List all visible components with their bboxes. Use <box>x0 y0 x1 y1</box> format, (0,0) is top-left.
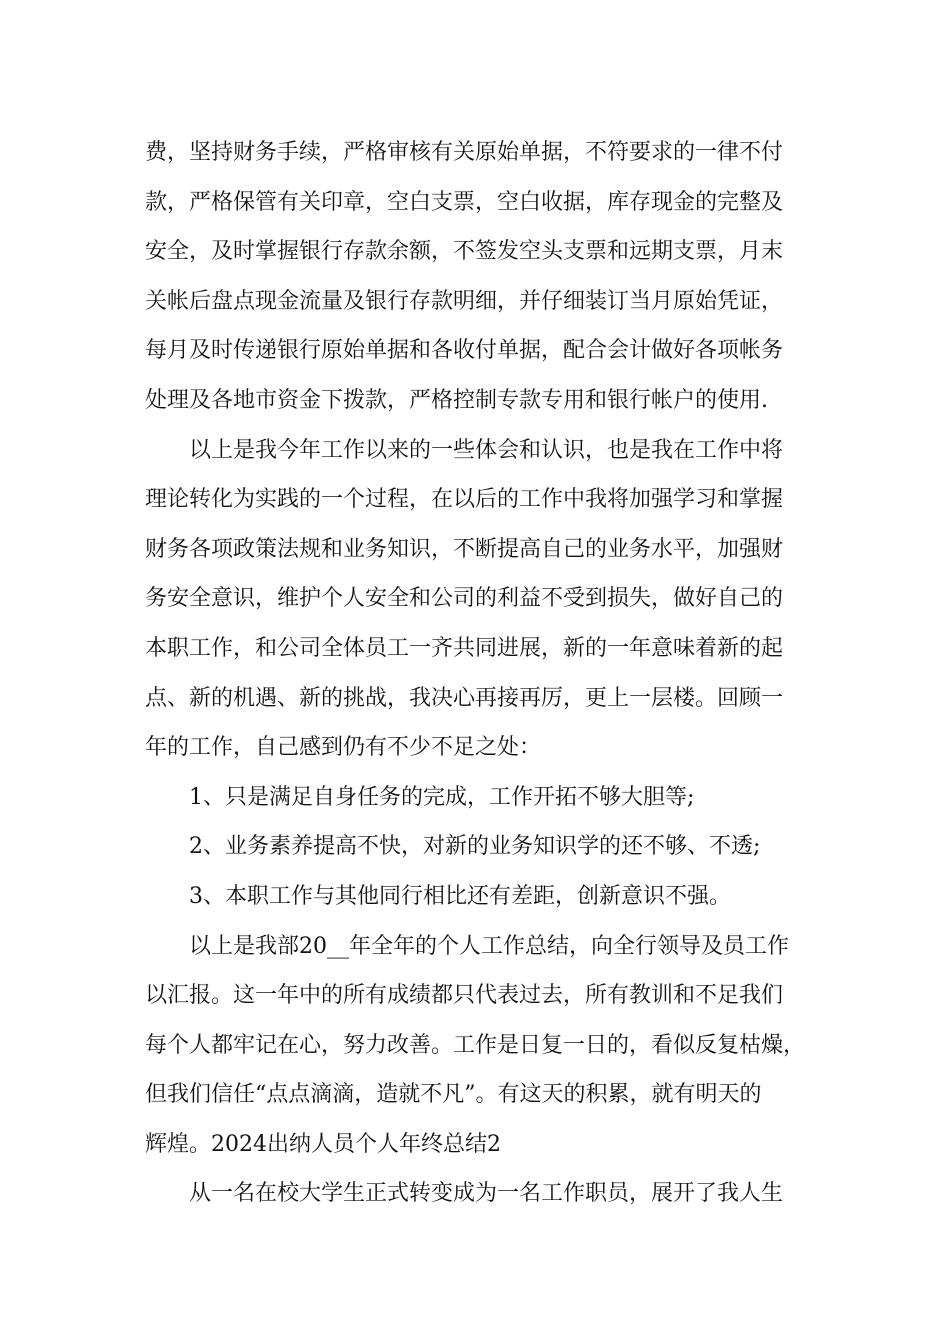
text-line: 每个人都牢记在心，努力改善。工作是日复一日的，看似反复枯燥， <box>145 1032 806 1058</box>
list-item: 2、业务素养提高不快，对新的业务知识学的还不够、不透; <box>189 834 761 860</box>
paragraph-start-line: 以上是我部20__年全年的个人工作总结，向全行领导及员工作 <box>189 933 789 959</box>
text-line: 以汇报。这一年中的所有成绩都只代表过去，所有教训和不足我们 <box>145 983 784 1009</box>
text-line: 本职工作，和公司全体员工一齐共同进展，新的一年意味着新的起 <box>145 635 784 661</box>
list-item: 3、本职工作与其他同行相比还有差距，创新意识不强。 <box>189 883 731 909</box>
text-line: 财务各项政策法规和业务知识，不断提高自己的业务水平，加强财 <box>145 536 784 562</box>
text-line: 安全，及时掌握银行存款余额，不签发空头支票和远期支票，月末 <box>145 239 784 265</box>
text-line: 费，坚持财务手续，严格审核有关原始单据，不符要求的一律不付 <box>145 140 784 165</box>
text-line: 理论转化为实践的一个过程，在以后的工作中我将加强学习和掌握 <box>145 487 784 513</box>
list-item: 1、只是满足自身任务的完成，工作开拓不够大胆等; <box>189 784 695 810</box>
text-line: 年的工作，自己感到仍有不少不足之处： <box>145 735 542 761</box>
text-line: 辉煌。2024出纳人员个人年终总结2 <box>145 1131 501 1157</box>
document-body <box>145 128 815 1219</box>
text-line: 但我们信任“点点滴滴，造就不凡”。有这天的积累，就有明天的 <box>145 1082 762 1108</box>
paragraph-start-line: 以上是我今年工作以来的一些体会和认识，也是我在工作中将 <box>189 437 784 463</box>
text-line: 处理及各地市资金下拨款，严格控制专款专用和银行帐户的使用. <box>145 387 768 413</box>
paragraph-start-line: 从一名在校大学生正式转变成为一名工作职员，展开了我人生 <box>189 1181 784 1207</box>
text-line: 关帐后盘点现金流量及银行存款明细，并仔细装订当月原始凭证， <box>145 288 784 314</box>
text-line: 务安全意识，维护个人安全和公司的利益不受到损失，做好自己的 <box>145 586 784 612</box>
text-line: 每月及时传递银行原始单据和各收付单据，配合会计做好各项帐务 <box>145 338 784 364</box>
text-line: 款，严格保管有关印章，空白支票，空白收据，库存现金的完整及 <box>145 189 784 215</box>
text-line: 点、新的机遇、新的挑战，我决心再接再厉，更上一层楼。回顾一 <box>145 685 784 711</box>
